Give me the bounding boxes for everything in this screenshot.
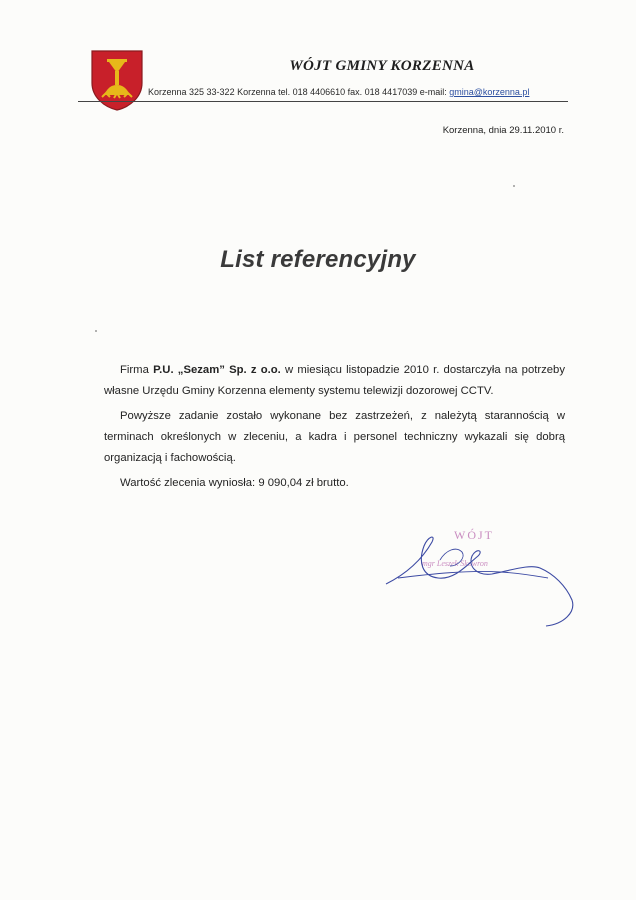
contact-details: Korzenna 325 33-322 Korzenna tel. 018 4406610 fax. 018 4417039 e-mail: bbox=[148, 87, 450, 97]
office-title: WÓJT GMINY KORZENNA bbox=[289, 58, 475, 74]
paragraph-2: Powyższe zadanie zostało wykonane bez zastrzeżeń, z należytą starannością w terminach określonych w zleceniu, a kadra i personel techniczny wykazali się dobrą organizacją i fachowością. bbox=[104, 410, 565, 464]
paragraph-1 bbox=[104, 360, 565, 402]
paragraph-3: Wartość zlecenia wyniosła: 9 090,04 zł brutto. bbox=[120, 477, 349, 489]
handwritten-signature bbox=[380, 520, 580, 630]
letter-body bbox=[104, 360, 565, 494]
document-title: List referencyjny bbox=[220, 246, 416, 273]
paper-speck bbox=[513, 185, 515, 187]
paragraph-1-start: Firma bbox=[120, 364, 154, 376]
paper-speck bbox=[95, 330, 97, 332]
date-line: Korzenna, dnia 29.11.2010 r. bbox=[442, 125, 564, 136]
header-divider bbox=[78, 101, 568, 102]
company-name: P.U. „Sezam” Sp. z o.o. bbox=[153, 364, 281, 376]
stamp-heading: WÓJT bbox=[454, 528, 494, 542]
contact-line bbox=[148, 87, 529, 97]
paragraph-1-rest: w miesiącu listopadzie 2010 r. dostarczyła na potrzeby własne Urzędu Gminy Korzenna elementy systemu telewizji dozorowej CCTV. bbox=[104, 364, 565, 397]
email-link[interactable]: gmina@korzenna.pl bbox=[449, 87, 530, 97]
stamp-name: mgr Leszek Skowron bbox=[422, 559, 488, 568]
